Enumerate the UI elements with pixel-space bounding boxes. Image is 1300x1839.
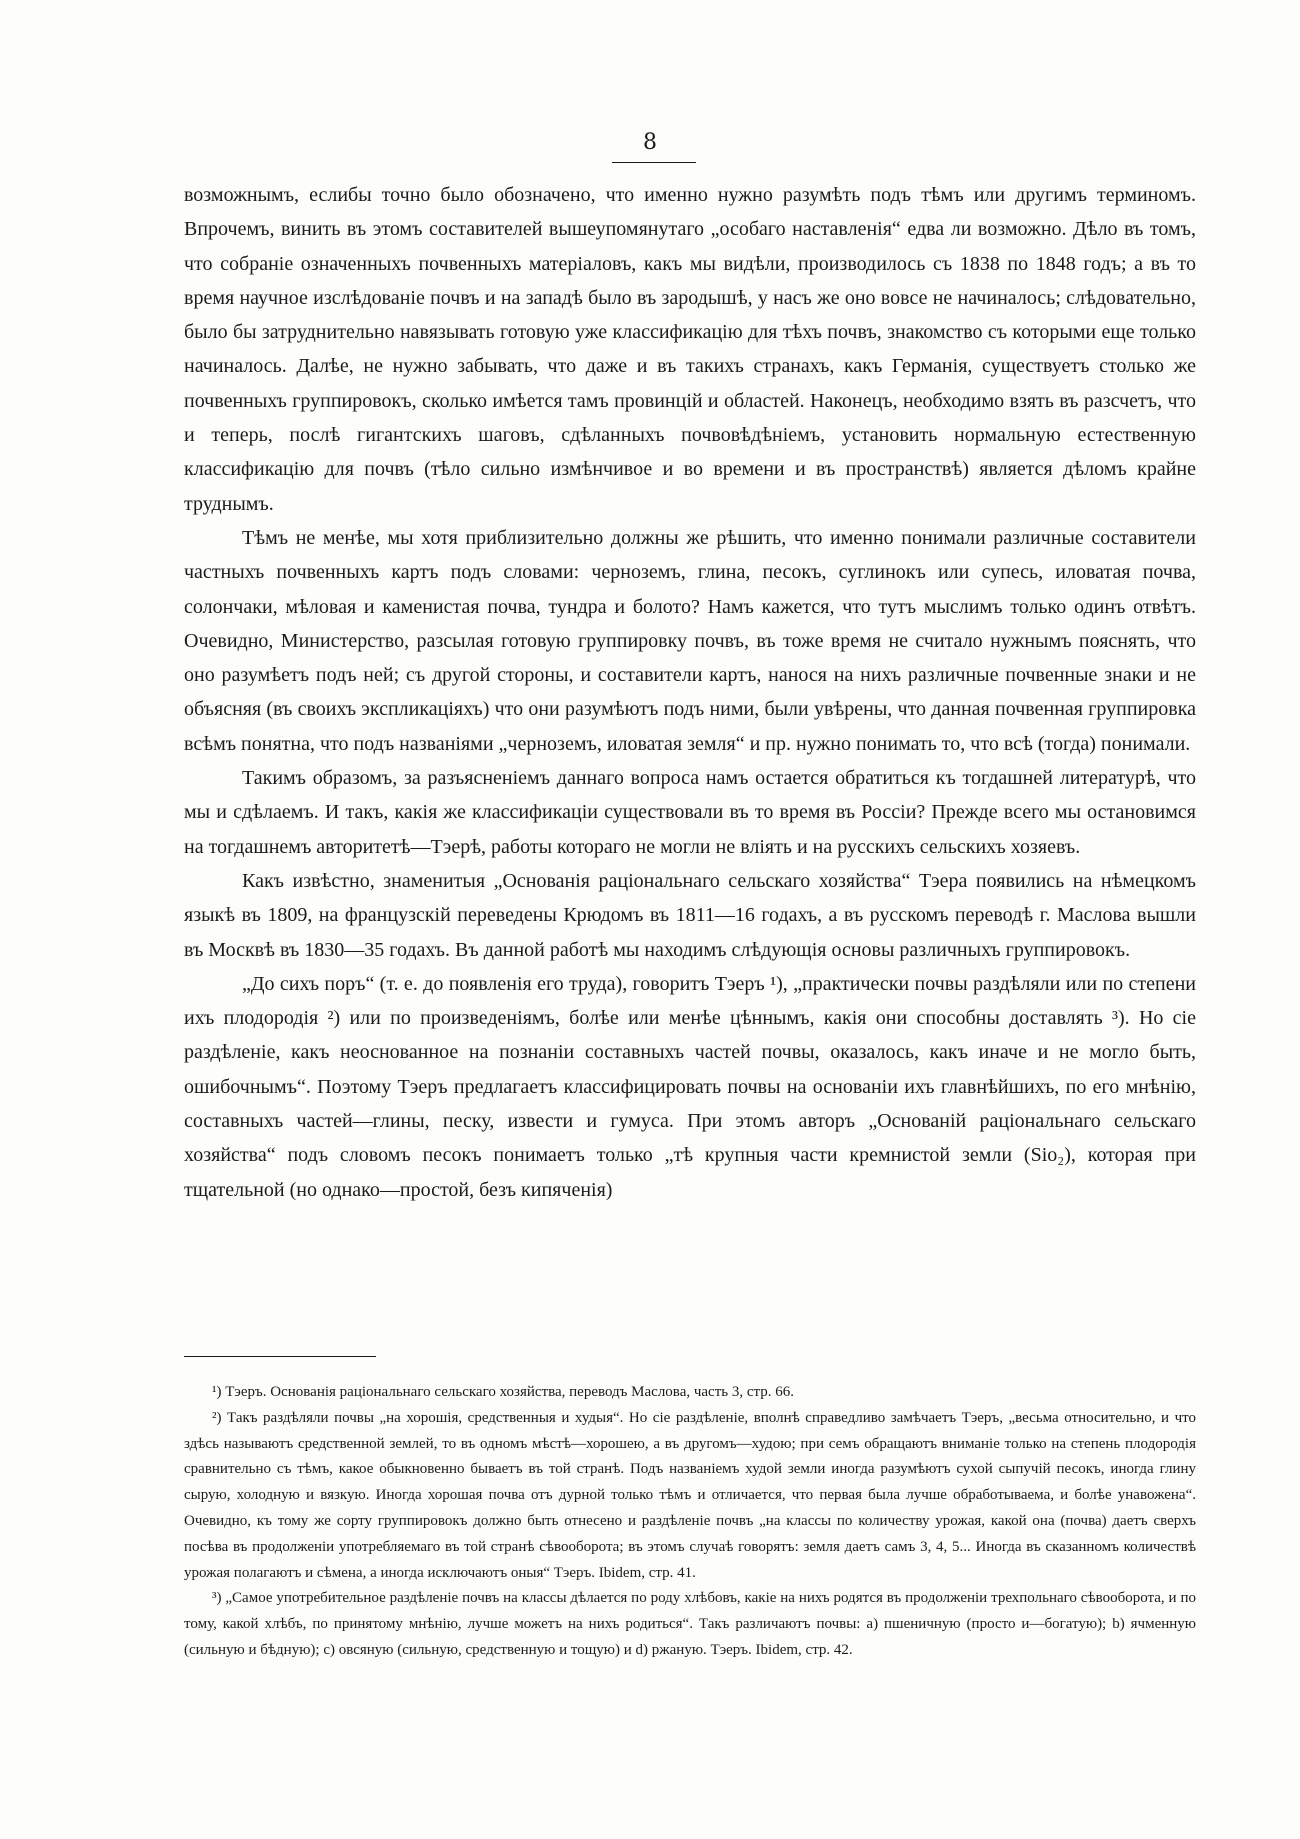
paragraph-4: Какъ извѣстно, знаменитыя „Основанія раціональнаго сельскаго хозяйства“ Тэера появились на нѣмецкомъ языкѣ въ 1809, на французскій переведены Крюдомъ въ 1811—16 годахъ, а въ русскомъ переводѣ г. Маслова вышли въ Москвѣ въ 1830—35 годахъ. Въ данной работѣ мы находимъ слѣдующія основы различныхъ группировокъ.	[184, 869, 1196, 961]
footnote-divider	[184, 1356, 376, 1357]
page-number-rule	[612, 162, 696, 163]
footnotes	[184, 1380, 1196, 1664]
footnote-1: ¹) Тэеръ. Основанія раціональнаго сельскаго хозяйства, переводъ Маслова, часть 3, стр. 66.	[212, 1384, 794, 1400]
paragraph-5: „До сихъ поръ“ (т. е. до появленія его труда), говоритъ Тэеръ ¹), „практически почвы раздѣляли или по степени ихъ плодородія ²) или по произведеніямъ, болѣе или менѣе цѣннымъ, какія они способны доставлять ³). Но сіе раздѣленіе, какъ неоснованное на познаніи составныхъ частей почвы, оказалось, какъ иначе и не могло быть, ошибочнымъ“. Поэтому Тэеръ предлагаетъ классифицировать почвы на основаніи ихъ главнѣйшихъ, по его мнѣнію, составныхъ частей—глины, песку, извести и гумуса. При этомъ авторъ „Основаній раціональнаго сельскаго хозяйства“ подъ словомъ песокъ понимаетъ только „тѣ крупныя части кремнистой земли (Sio₂), которая при тщательной (но однако—простой, безъ кипяченія)	[184, 972, 1196, 1201]
page-number: 8	[643, 130, 657, 155]
footnote-2: ²) Такъ раздѣляли почвы „на хорошія, средственныя и худыя“. Но сіе раздѣленіе, вполнѣ справедливо замѣчаетъ Тэеръ, „весьма относительно, и что здѣсь называютъ средственной землей, то въ одномъ мѣстѣ—хорошею, а въ другомъ—худою; при семъ обращаютъ вниманіе только на степень плодородія сравнительно съ тѣмъ, какое обыкновенно бываетъ въ той странѣ. Подъ названіемъ худой земли иногда разумѣютъ сухой сыпучій песокъ, иногда глину сырую, холодную и вязкую. Иногда хорошая почва отъ дурной только тѣмъ и отличается, что первая была лучше обработываема, и болѣе унавожена“. Очевидно, къ тому же сорту группировокъ должно быть отнесено и раздѣленіе почвъ „на классы по количеству урожая, какой она (почва) даетъ сверхъ посѣва въ продолженіи употребляемаго въ той странѣ сѣвооборота; въ этомъ случаѣ говорятъ: земля даетъ самъ 3, 4, 5... Иногда въ сказанномъ количествѣ урожая полагаютъ и сѣмена, а иногда исключаютъ оныя“ Тэеръ. Ibidem, стр. 41.	[184, 1409, 1196, 1581]
footnote-3: ³) „Самое употребительное раздѣленіе почвъ на классы дѣлается по роду хлѣбовъ, какіе на нихъ родятся въ продолженіи трехпольнаго сѣвооборота, и по тому, какой хлѣбъ, по принятому мнѣнію, лучше можетъ на нихъ родиться“. Такъ различаютъ почвы: a) пшеничную (просто и—богатую); b) ячменную (сильную и бѣдную); c) овсяную (сильную, средственную и тощую) и d) ржаную. Тэеръ. Ibidem, стр. 42.	[184, 1590, 1196, 1658]
paragraph-3: Такимъ образомъ, за разъясненіемъ даннаго вопроса намъ остается обратиться къ тогдашней литературѣ, что мы и сдѣлаемъ. И такъ, какія же классификаціи существовали въ то время въ Россіи? Прежде всего мы остановимся на тогдашнемъ авторитетѣ—Тэерѣ, работы котораго не могли не вліять и на русскихъ сельскихъ хозяевъ.	[184, 767, 1196, 858]
body-text	[184, 178, 1196, 1207]
paragraph-2: Тѣмъ не менѣе, мы хотя приблизительно должны же рѣшить, что именно понимали различные составители частныхъ почвенныхъ картъ подъ словами: черноземъ, глина, песокъ, суглинокъ или супесь, иловатая почва, солончаки, мѣловая и каменистая почва, тундра и болото? Намъ кажется, что тутъ мыслимъ только одинъ отвѣтъ. Очевидно, Министерство, разсылая готовую группировку почвъ, въ тоже время не считало нужнымъ пояснять, что оно разумѣетъ подъ ней; съ другой стороны, и составители картъ, нанося на нихъ различные почвенные знаки и не объясняя (въ своихъ экспликаціяхъ) что они разумѣютъ подъ ними, были увѣрены, что данная почвенная группировка всѣмъ понятна, что подъ названіями „черноземъ, иловатая земля“ и пр. нужно понимать то, что всѣ (тогда) понимали.	[184, 526, 1196, 755]
paragraph-1: возможнымъ, еслибы точно было обозначено, что именно нужно разумѣть подъ тѣмъ или другимъ терминомъ. Впрочемъ, винить въ этомъ составителей вышеупомянутаго „особаго наставленія“ едва ли возможно. Дѣло въ томъ, что собраніе означенныхъ почвенныхъ матеріаловъ, какъ мы видѣли, производилось съ 1838 по 1848 годъ; а въ то время научное изслѣдованіе почвъ и на западѣ было въ зародышѣ, у насъ же оно вовсе не начиналось; слѣдовательно, было бы затруднительно навязывать готовую уже классификацію для тѣхъ почвъ, знакомство съ которыми еще только начиналось. Далѣе, не нужно забывать, что даже и въ такихъ странахъ, какъ Германія, существуетъ столько же почвенныхъ группировокъ, сколько имѣется тамъ провинцій и областей. Наконецъ, необходимо взять въ разсчетъ, что и теперь, послѣ гигантскихъ шаговъ, сдѣланныхъ почвовѣдѣніемъ, установить нормальную естественную классификацію для почвъ (тѣло сильно измѣнчивое и во времени и въ пространствѣ) является дѣломъ крайне труднымъ.	[184, 184, 1196, 515]
